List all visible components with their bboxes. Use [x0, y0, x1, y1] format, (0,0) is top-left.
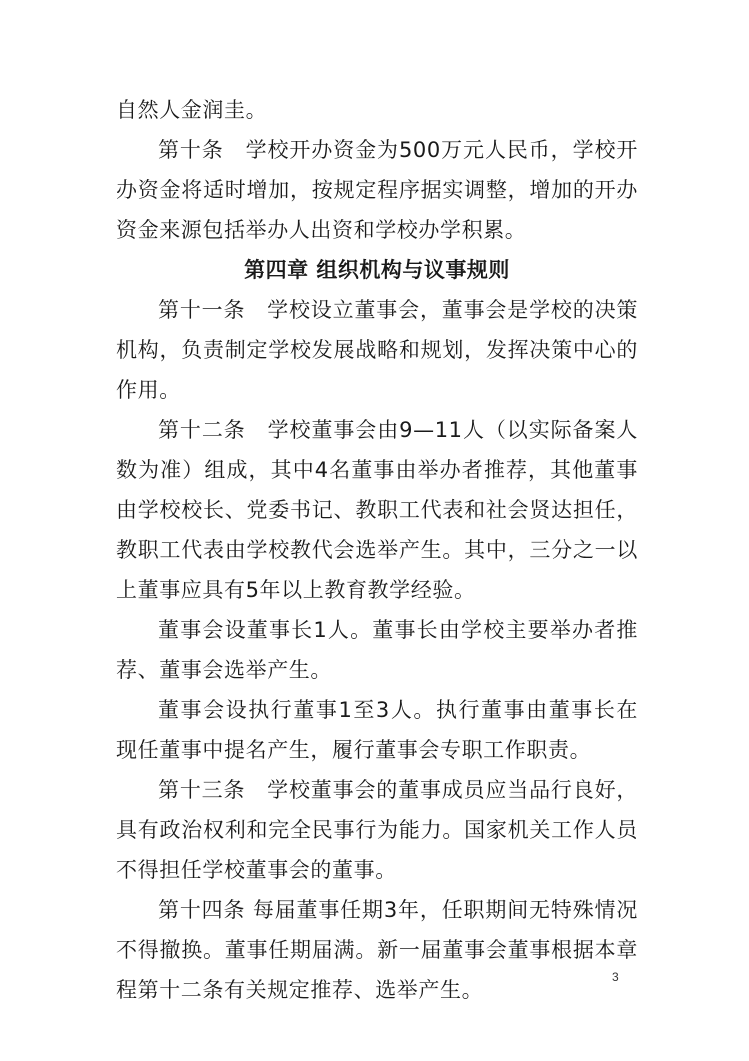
paragraph-article-14: 第十四条 每届董事任期3年，任职期间无特殊情况不得撤换。董事任期届满。新一届董事会董事根据本章程第十二条有关规定推荐、选举产生。: [116, 898, 638, 1002]
paragraph-article-10: 第十条 学校开办资金为500万元人民币，学校开办资金将适时增加，按规定程序据实调整，增加的开办资金来源包括举办人出资和学校办学积累。: [116, 138, 638, 242]
document-body: [116, 90, 638, 1010]
paragraph-article-12: 第十二条 学校董事会由9—11人（以实际备案人数为准）组成，其中4名董事由举办者推荐，其他董事由学校校长、党委书记、教职工代表和社会贤达担任，教职工代表由学校教代会选举产生。其中，三分之一以上董事应具有5年以上教育教学经验。: [116, 418, 638, 602]
paragraph-article-13: 第十三条 学校董事会的董事成员应当品行良好，具有政治权利和完全民事行为能力。国家机关工作人员不得担任学校董事会的董事。: [116, 778, 638, 882]
paragraph-article-11: 第十一条 学校设立董事会，董事会是学校的决策机构，负责制定学校发展战略和规划，发挥决策中心的作用。: [116, 298, 638, 402]
chapter-heading: 第四章 组织机构与议事规则: [244, 258, 510, 282]
paragraph-continuation: 自然人金润圭。: [116, 98, 268, 122]
page-number: 3: [612, 970, 619, 984]
paragraph-chairman: 董事会设董事长1人。董事长由学校主要举办者推荐、董事会选举产生。: [116, 618, 638, 682]
paragraph-executive-director: 董事会设执行董事1至3人。执行董事由董事长在现任董事中提名产生，履行董事会专职工作职责。: [116, 698, 638, 762]
